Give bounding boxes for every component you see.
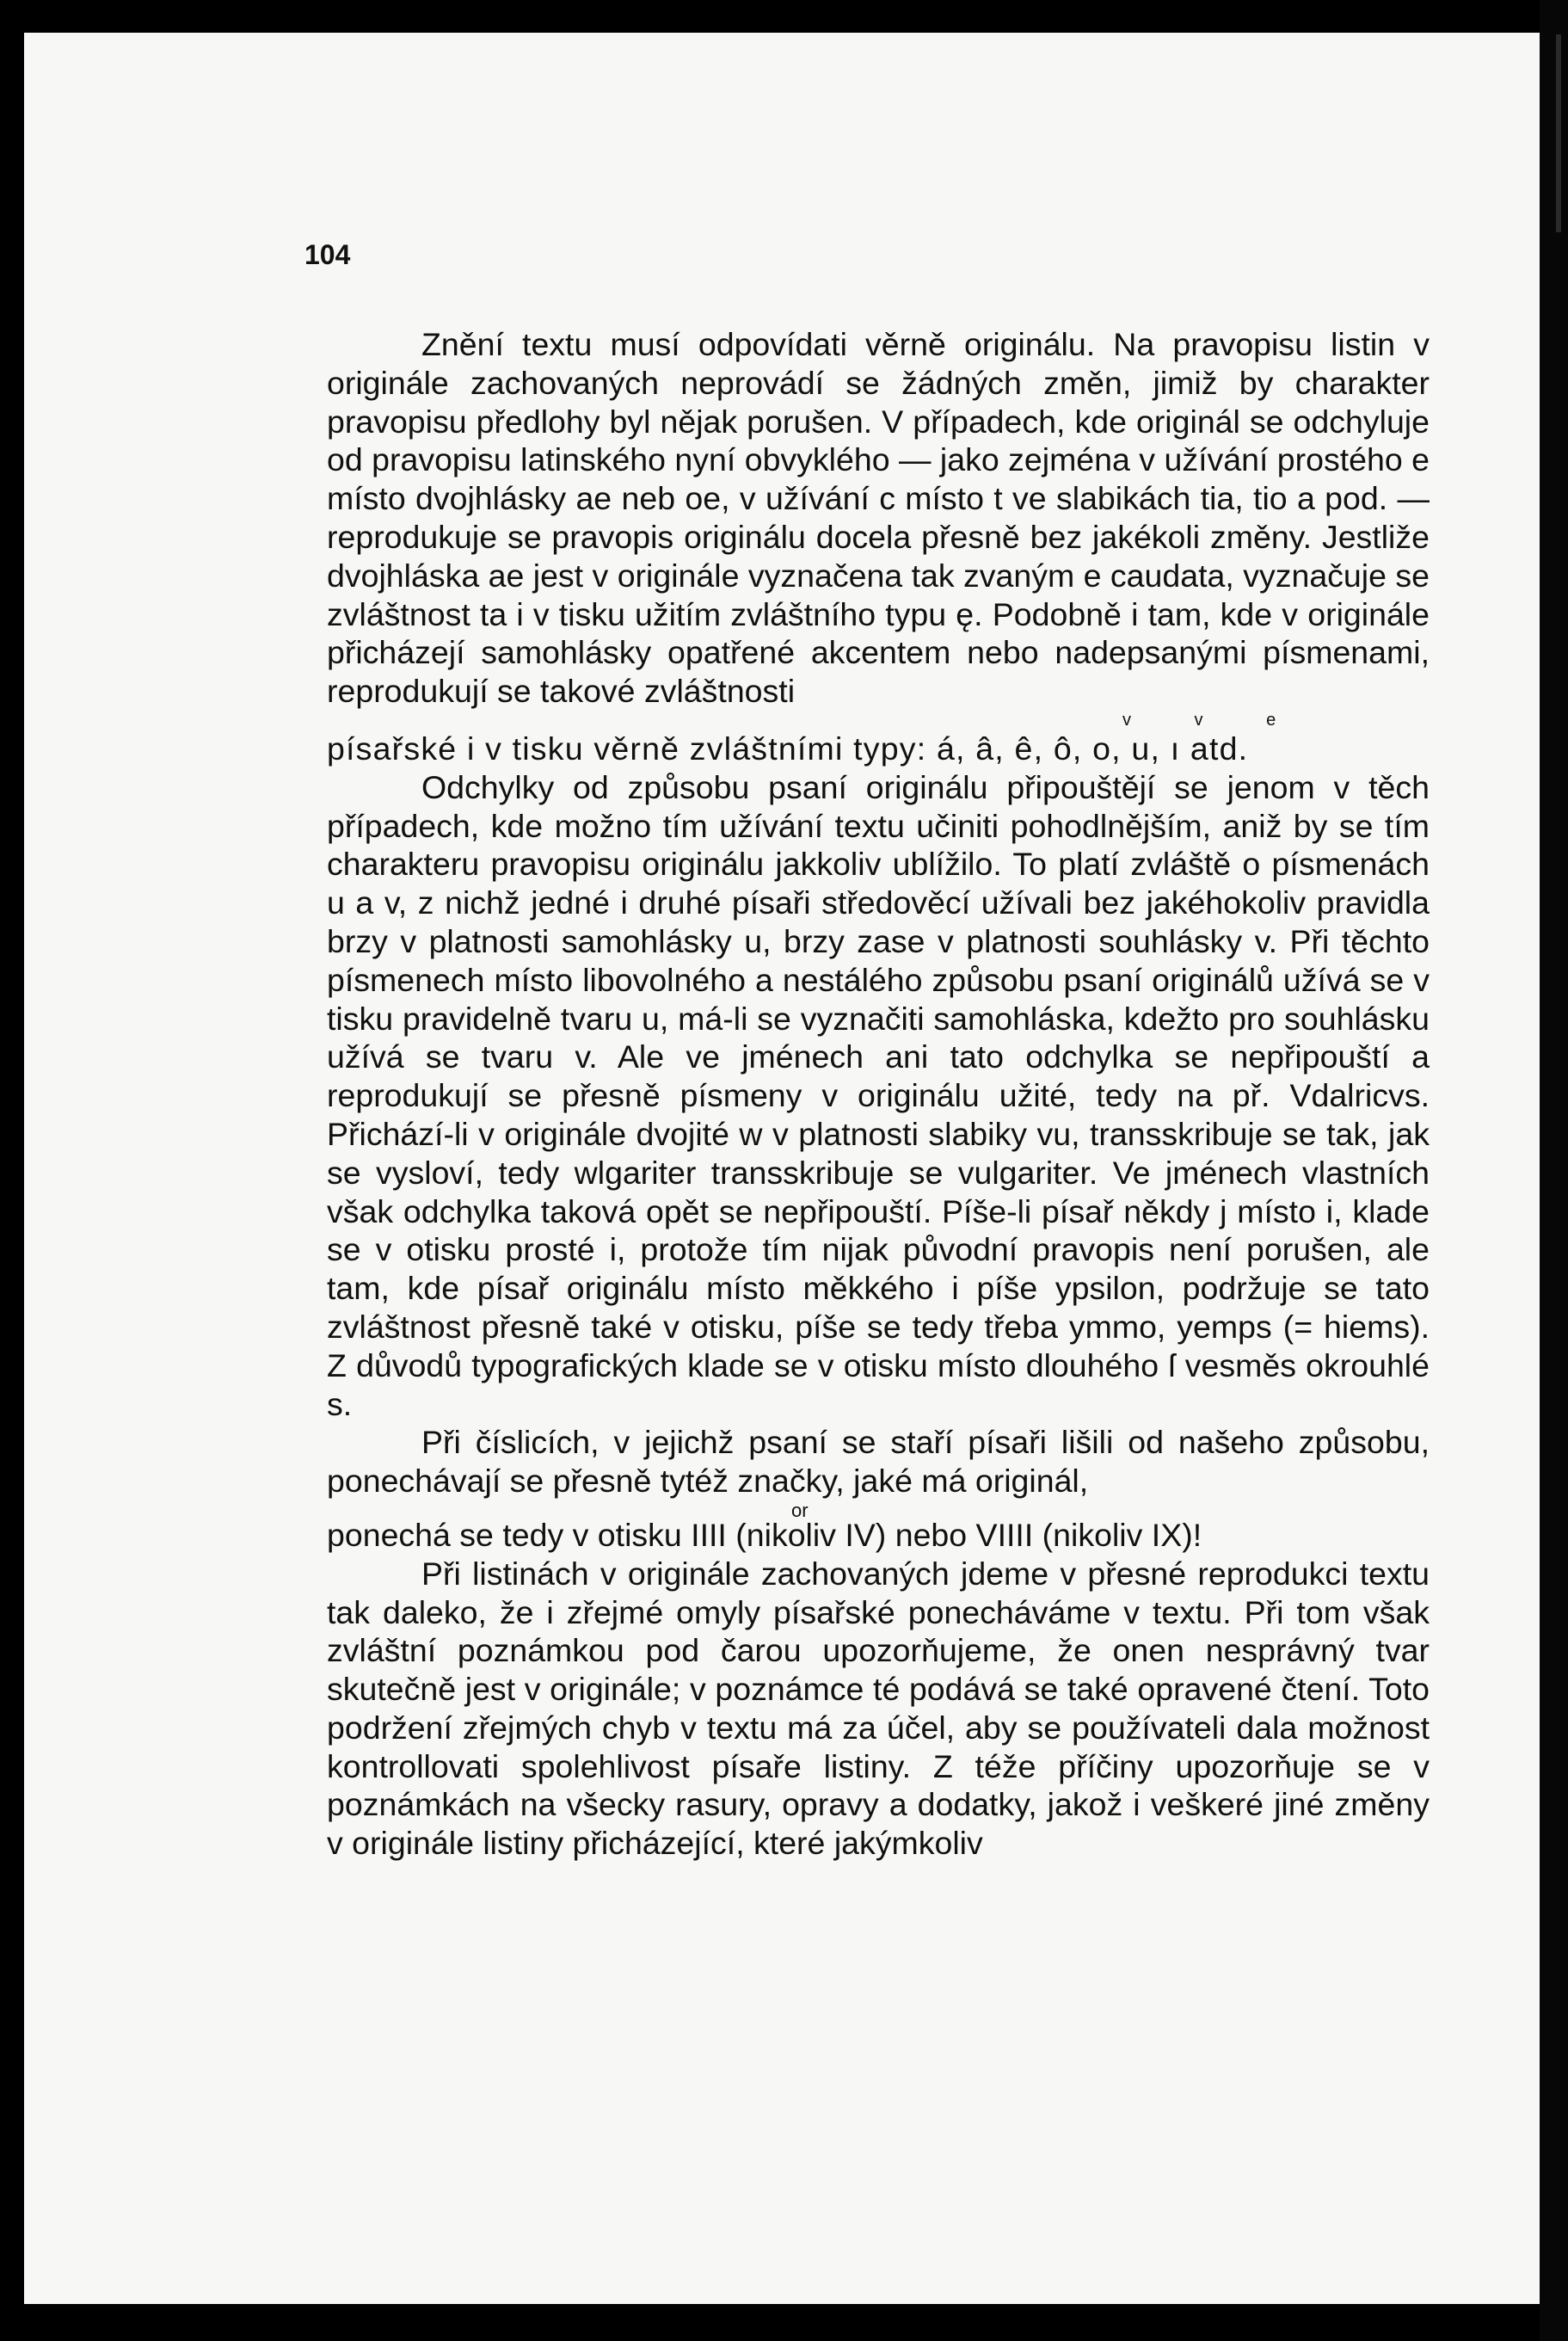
paragraph-3-end: ponechá se tedy v otisku IIII (nikoliv IV) nebo VIIII (nikoliv IX)! [327, 1516, 1202, 1553]
paragraph-1: Znění textu musí odpovídati věrně originálu. Na pravopisu listin v originále zachovaných neprovádí se žádných změn, jimiž by charakter pravopisu předlohy byl nějak porušen. V případech, kde originál se odchyluje od pravopisu latinského nyní obvyklého — jako zejména v užívání prostého e místo dvojhlásky ae neb oe, v užívání c místo t ve slabikách tia, tio a pod. — reprodukuje se pravopis originálu docela přesně bez jakékoli změny. Jestliže dvojhláska ae jest v originále vyznačena tak zvaným e caudata, vyznačuje se zvláštnost ta i v tisku užitím zvláštního typu ę. Podobně i tam, kde v originále přicházejí samohlásky opatřené akcentem nebo nadepsanými písmenami, reprodukují se takové zvláštnosti [327, 326, 1430, 710]
paragraph-3: Při číslicích, v jejichž psaní se staří písaři lišili od našeho způsobu, ponechávají se přesně tytéž značky, jaké má originál, [327, 1424, 1430, 1500]
paragraph-2: Odchylky od způsobu psaní originálu připouštějí se jenom v těch případech, kde možno tím užívání textu učiniti pohodlnějším, aniž by se tím charakteru pravopisu originálu jakkoliv ublížilo. To platí zvláště o písmenách u a v, z nichž jedné i druhé písaři středověcí užívali bez jakéhokoliv pravidla brzy v platnosti samohlásky u, brzy zase v platnosti souhlásky v. Při těchto písmenech místo libovolného a nestálého způsobu psaní originálů užívá se v tisku pravidelně tvaru u, má-li se vyznačiti samohláska, kdežto pro souhlásku užívá se tvaru v. Ale ve jménech ani tato odchylka se nepřipouští a reprodukují se přesně písmeny v originálu užité, tedy na př. Vdalricvs. Přichází-li v originále dvojité w v platnosti slabiky vu, transskribuje se tak, jak se vysloví, tedy wlgariter transskribuje se vulgariter. Ve jménech vlastních však odchylka taková opět se nepřipouští. Píše-li písař někdy j místo i, klade se v otisku prosté i, protože tím nijak původní pravopis není porušen, ale tam, kde písař originálu místo měkkého i píše ypsilon, podržuje se tato zvláštnost přesně také v otisku, píše se tedy třeba ymmo, yemps (= hiems). Z důvodů typografických klade se v otisku místo dlouhého ſ vesměs okrouhlé s. [327, 768, 1430, 1422]
accent-marks-line: v v e [1122, 710, 1306, 730]
scan-border-mark [1556, 34, 1561, 232]
paragraph-1-end: písařské i v tisku věrně zvláštními typy: á, â, ê, ô, o, u, ı atd. [327, 730, 1249, 767]
scan-border-edge [1540, 0, 1568, 2341]
paragraph-4: Při listinách v originále zachovaných jdeme v přesné reprodukci textu tak daleko, že i zřejmé omyly písařské ponecháváme v textu. Při tom však zvláštní poznámkou pod čarou upozorňujeme, že onen nesprávný tvar skutečně jest v originále; v poznámce té podává se také opravené čtení. Toto podržení zřejmých chyb v textu má za účel, aby se používateli dala možnost kontrollovati spolehlivost písaře listiny. Z téže příčiny upozorňuje se v poznámkách na všecky rasury, opravy a dodatky, jakož i veškeré jiné změny v originále listiny přicházející, které jakýmkoliv [327, 1555, 1430, 1862]
superscript-or: or [791, 1499, 809, 1521]
document-page [24, 33, 1540, 2304]
body-text [327, 325, 1430, 1863]
page-number: 104 [304, 239, 351, 270]
